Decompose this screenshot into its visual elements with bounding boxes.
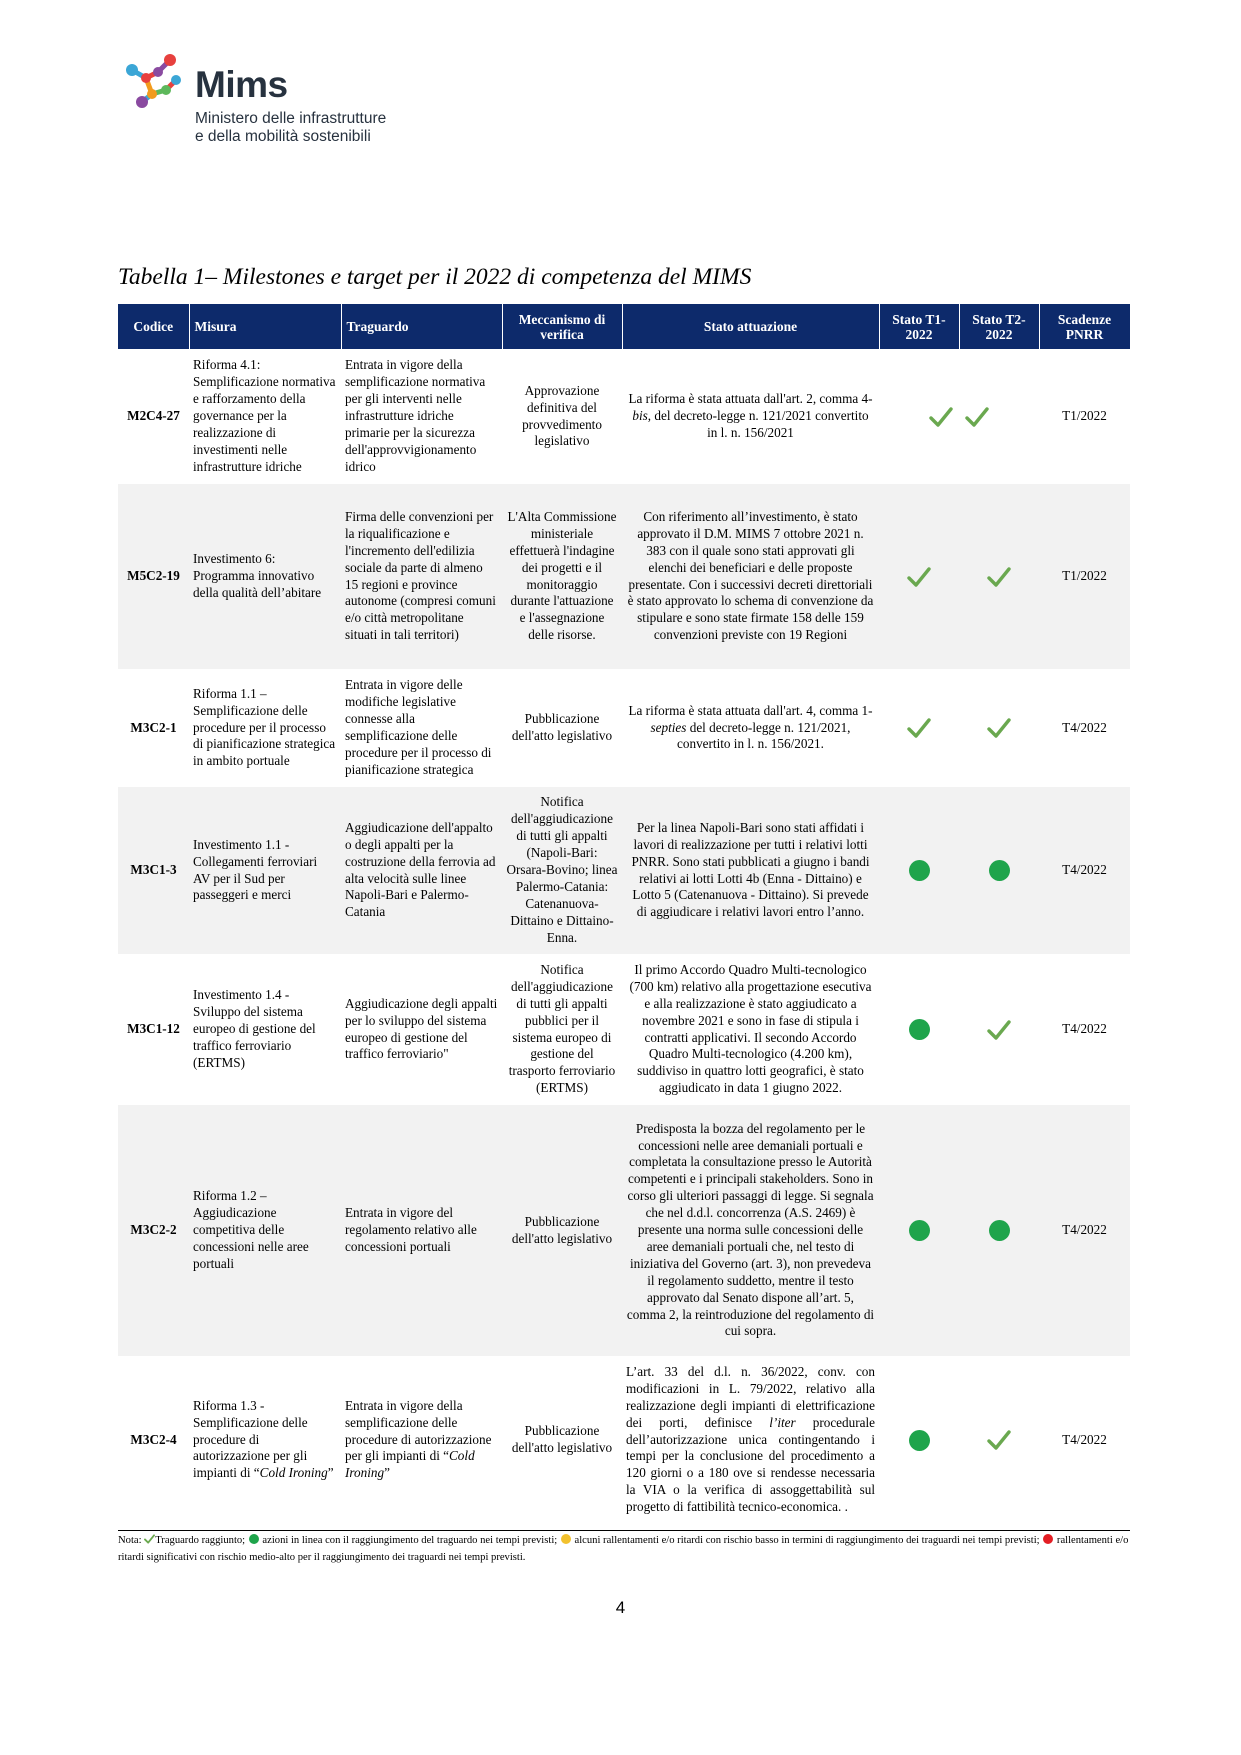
cell-scadenza: T4/2022: [1039, 1356, 1130, 1524]
cell-traguardo: Entrata in vigore del regolamento relativo alle concessioni portuali: [341, 1105, 502, 1356]
legend-note: [118, 1532, 1130, 1566]
misura-text: Riforma 1.3 - Semplificazione delle procedure di autorizzazione per gli impianti di “: [193, 1397, 308, 1481]
green-dot-icon: [909, 1430, 930, 1451]
check-icon: [987, 566, 1011, 588]
table-row: [118, 349, 1130, 484]
green-dot-icon: [989, 1220, 1010, 1241]
check-icon: [907, 717, 931, 739]
table-row: [118, 669, 1130, 787]
cell-traguardo: Entrata in vigore delle modifiche legislative connesse alla semplificazione delle procedure per il processo di pianificazione strategica: [341, 669, 502, 787]
cell-misura: Investimento 1.1 - Collegamenti ferroviari AV per il Sud per passeggeri e merci: [189, 787, 341, 954]
check-icon: [987, 1429, 1011, 1451]
check-icon: [144, 1534, 155, 1544]
green-dot-icon: [909, 1220, 930, 1241]
traguardo-text-italic: Cold Ironing: [345, 1448, 475, 1481]
note-check-text: Traguardo raggiunto;: [155, 1535, 248, 1546]
cell-stato-t2: [959, 1105, 1039, 1356]
cell-traguardo: Firma delle convenzioni per la riqualificazione e l'incremento dell'edilizia sociale da parte di almeno 15 regioni e province autonome (compresi comuni e/o città metropolitane situati in tali territori): [341, 484, 502, 669]
cell-meccanismo: Pubblicazione dell'atto legislativo: [502, 669, 622, 787]
table-row: [118, 1105, 1130, 1356]
header-meccanismo: Meccanismo di verifica: [502, 304, 622, 349]
cell-meccanismo: Notifica dell'aggiudicazione di tutti gli appalti (Napoli-Bari: Orsara-Bovino; linea Palermo-Catania: Catenanuova-Dittaino e Dittaino-Enna.: [502, 787, 622, 954]
cell-meccanismo: Approvazione definitiva del provvedimento legislativo: [502, 349, 622, 484]
table-row: [118, 1356, 1130, 1524]
cell-scadenza: T4/2022: [1039, 1105, 1130, 1356]
cell-stato-attuazione: Il primo Accordo Quadro Multi-tecnologico (700 km) relativo alla progettazione esecutiva e alla realizzazione è stato aggiudicato a novembre 2021 e sono in fase di stipula i contratti applicativi. Il secondo Accordo Quadro Multi-tecnologico (4.200 km), suddiviso in quattro lotti geografici, è stato aggiudicato in data 1 giugno 2022.: [622, 954, 879, 1105]
cell-scadenza: T1/2022: [1039, 484, 1130, 669]
cell-stato-attuazione: Per la linea Napoli-Bari sono stati affidati i lavori di realizzazione per tutti i relativi lotti PNRR. Sono stati pubblicati a giugno i bandi relativi ai lotti Lotti 4b (Enna - Dittaino) e Lotto 5 (Catenanuova - Dittaino). Si prevede di aggiudicare i relativi lavori entro l’anno.: [622, 787, 879, 954]
cell-codice: M3C1-3: [118, 787, 189, 954]
check-icon: [987, 1019, 1011, 1041]
cell-traguardo: Entrata in vigore della semplificazione normativa per gli interventi nelle infrastrutture idriche primarie per la sicurezza dell'approvvigionamento idrico: [341, 349, 502, 484]
stato-text-end: , del decreto-legge n. 121/2021 convertito in l. n. 156/2021: [647, 408, 869, 440]
note-green-text: azioni in linea con il raggiungimento del traguardo nei tempi previsti;: [259, 1535, 560, 1546]
note-divider: [118, 1530, 1130, 1531]
green-dot-icon: [989, 860, 1010, 881]
cell-misura: Riforma 1.2 – Aggiudicazione competitiva delle concessioni nelle aree portuali: [189, 1105, 341, 1356]
cell-meccanismo: L'Alta Commissione ministeriale effettuerà l'indagine dei progetti e il monitoraggio durante l'attuazione e l'assegnazione delle risorse.: [502, 484, 622, 669]
header-codice: Codice: [118, 304, 189, 349]
note-yellow-text: alcuni rallentamenti e/o ritardi con rischio basso in termini di raggiungimento dei traguardi nei tempi previsti;: [571, 1535, 1043, 1546]
cell-stato-attuazione: Con riferimento all’investimento, è stato approvato il D.M. MIMS 7 ottobre 2021 n. 383 con il quale sono stati approvati gli elenchi dei beneficiari e delle proposte presentate. Con i successivi decreti direttoriali è stato approvato lo schema di convenzione da stipulare e sono state firmate 158 delle 159 convenzioni previste con 19 Regioni: [622, 484, 879, 669]
cell-stato-t1: [879, 1105, 959, 1356]
table-header-row: [118, 304, 1130, 349]
cell-scadenza: T4/2022: [1039, 669, 1130, 787]
cell-codice: M3C2-1: [118, 669, 189, 787]
stato-text-italic: bis: [632, 408, 648, 424]
cell-scadenza: T4/2022: [1039, 954, 1130, 1105]
milestones-table: [118, 304, 1131, 1524]
stato-text-end: del decreto-legge n. 121/2021, convertito in l. n. 156/2021.: [677, 719, 851, 752]
traguardo-text-end: ”: [384, 1465, 390, 1481]
cell-stato-t1: [879, 954, 959, 1105]
cell-meccanismo: Pubblicazione dell'atto legislativo: [502, 1356, 622, 1524]
traguardo-text: Entrata in vigore della semplificazione delle procedure di autorizzazione per gli impianti di “: [345, 1397, 492, 1464]
mims-network-logo-icon: [122, 50, 184, 112]
yellow-dot-icon: [561, 1534, 571, 1544]
table-row: [118, 954, 1130, 1105]
cell-stato-t2: [959, 669, 1039, 787]
cell-stato-t2: [959, 787, 1039, 954]
cell-scadenza: T1/2022: [1039, 349, 1130, 484]
mims-logo: [122, 50, 442, 150]
cell-stato-attuazione: [622, 349, 879, 484]
cell-stato-t2: [959, 954, 1039, 1105]
header-stato-t2: Stato T2-2022: [959, 304, 1039, 349]
cell-stato-t2: [959, 1356, 1039, 1524]
stato-text-end: procedurale dell’autorizzazione unica contingentando i tempi per la conclusione del procedimento a 120 giorni o a 180 ove si rendesse necessaria la VIA o la verifica di assoggettabilità sul progetto di fattibilità tecnico-economica. .: [626, 1414, 875, 1515]
brand-subtitle-2: e della mobilità sostenibili: [195, 128, 371, 145]
misura-text-italic: Cold Ironing: [259, 1465, 328, 1481]
stato-text: La riforma è stata attuata dall'art. 2, comma 4-: [628, 391, 873, 407]
cell-codice: M3C2-4: [118, 1356, 189, 1524]
cell-stato-t1: [879, 484, 959, 669]
cell-traguardo: Aggiudicazione dell'appalto o degli appalti per la costruzione della ferrovia ad alta velocità sulle linee Napoli-Bari e Palermo-Catania: [341, 787, 502, 954]
cell-meccanismo: Notifica dell'aggiudicazione di tutti gli appalti pubblici per il sistema europeo di gestione del trasporto ferroviario (ERTMS): [502, 954, 622, 1105]
table-caption: Tabella 1– Milestones e target per il 2022 di competenza del MIMS: [118, 264, 752, 290]
cell-codice: M5C2-19: [118, 484, 189, 669]
stato-text-italic: l’iter: [769, 1414, 796, 1430]
cell-misura: Riforma 1.1 – Semplificazione delle procedure per il processo di pianificazione strategica in ambito portuale: [189, 669, 341, 787]
cell-codice: M3C2-2: [118, 1105, 189, 1356]
green-dot-icon: [909, 1019, 930, 1040]
table-row: [118, 787, 1130, 954]
header-stato-t1: Stato T1-2022: [879, 304, 959, 349]
cell-stato-attuazione: [622, 1356, 879, 1524]
cell-stato-t2: [959, 484, 1039, 669]
cell-stato-t1: [879, 1356, 959, 1524]
check-icon: [965, 406, 989, 428]
cell-codice: M2C4-27: [118, 349, 189, 484]
cell-stato-t2: [959, 349, 1039, 484]
stato-text: L’art. 33 del d.l. n. 36/2022, conv. con modificazioni in L. 79/2022, relativo alla realizzazione degli impianti di elettrificazione dei porti, definisce: [626, 1363, 875, 1430]
cell-traguardo: [341, 1356, 502, 1524]
check-icon: [907, 566, 931, 588]
green-dot-icon: [909, 860, 930, 881]
note-prefix: Nota:: [118, 1535, 145, 1546]
header-scadenze: Scadenze PNRR: [1039, 304, 1130, 349]
header-stato-attuazione: Stato attuazione: [622, 304, 879, 349]
cell-misura: Riforma 4.1: Semplificazione normativa e rafforzamento della governance per la realizzazione di investimenti nelle infrastrutture idriche: [189, 349, 341, 484]
header-misura: Misura: [189, 304, 341, 349]
cell-stato-t1: [879, 787, 959, 954]
brand-name: Mims: [195, 64, 288, 105]
cell-stato-t1: [879, 349, 959, 484]
misura-text-end: ”: [327, 1465, 334, 1481]
check-icon: [929, 406, 953, 428]
cell-meccanismo: Pubblicazione dell'atto legislativo: [502, 1105, 622, 1356]
red-dot-icon: [1043, 1534, 1053, 1544]
stato-text: La riforma è stata attuata dall'art. 4, comma 1-: [628, 702, 873, 718]
cell-scadenza: T4/2022: [1039, 787, 1130, 954]
cell-stato-attuazione: [622, 669, 879, 787]
cell-traguardo: Aggiudicazione degli appalti per lo sviluppo del sistema europeo di gestione del traffico ferroviario": [341, 954, 502, 1105]
cell-misura: [189, 1356, 341, 1524]
cell-stato-t1: [879, 669, 959, 787]
cell-misura: Investimento 1.4 - Sviluppo del sistema europeo di gestione del traffico ferroviario (ERTMS): [189, 954, 341, 1105]
header-traguardo: Traguardo: [341, 304, 502, 349]
cell-misura: Investimento 6: Programma innovativo della qualità dell’abitare: [189, 484, 341, 669]
note-red-text: rallentamenti e/o ritardi significativi con rischio medio-alto per il raggiungimento dei traguardi nei tempi previsti.: [118, 1535, 1129, 1563]
green-dot-icon: [249, 1534, 259, 1544]
stato-text-italic: septies: [650, 719, 687, 735]
check-icon: [987, 717, 1011, 739]
brand-subtitle-1: Ministero delle infrastrutture: [195, 110, 387, 127]
cell-stato-attuazione: Predisposta la bozza del regolamento per le concessioni nelle aree demaniali portuali e completata la consultazione presso le Autorità competenti e i principali stakeholders. Sono in corso gli ulteriori passaggi di legge. Si segnala che nel d.d.l. concorrenza (A.S. 2469) è presente una norma sulle concessioni delle aree demaniali portuali che, nel testo di iniziativa del Governo (art. 3), non prevedeva il regolamento suddetto, mentre il testo approvato dal Senato dispone all’art. 5, comma 2, la reintroduzione del regolamento di cui sopra.: [622, 1105, 879, 1356]
table-row: [118, 484, 1130, 669]
cell-codice: M3C1-12: [118, 954, 189, 1105]
page-number: 4: [615, 1598, 626, 1617]
